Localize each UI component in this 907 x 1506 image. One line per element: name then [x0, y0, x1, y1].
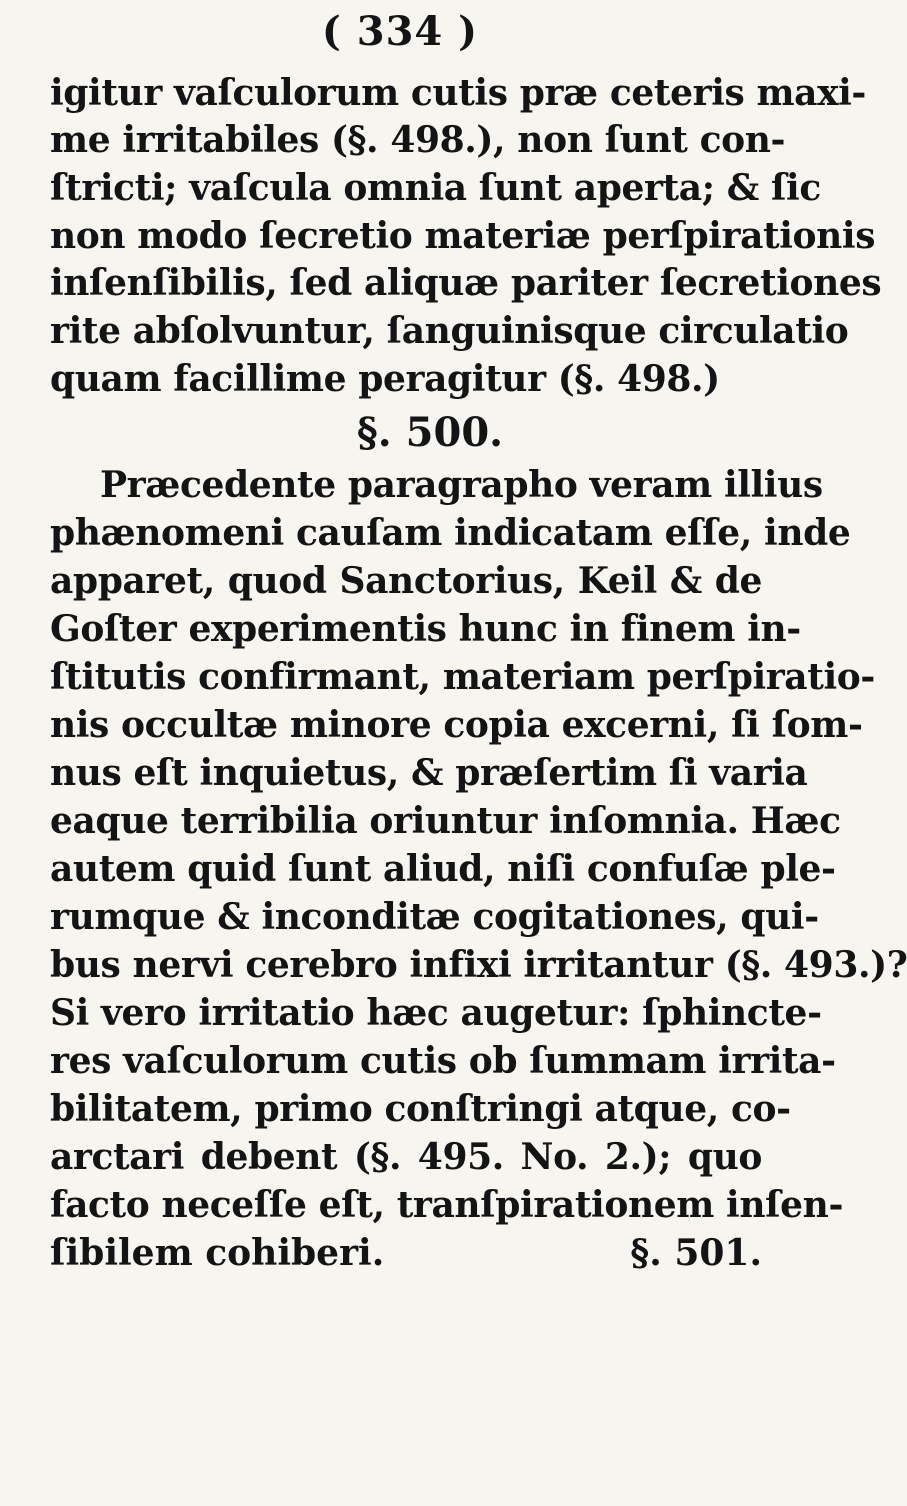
text-line: non modo ſecretio materiæ perſpirationis: [50, 215, 876, 257]
final-line: [50, 1230, 762, 1276]
text-line: Si vero irritatio hæc augetur: ſphincte-: [50, 992, 822, 1034]
text-line: igitur vaſculorum cutis præ ceteris maxi-: [50, 72, 866, 114]
text-line: bus nervi cerebro infixi irritantur (§. 493.)?: [50, 944, 907, 986]
text-line: eaque terribilia oriuntur inſomnia. Hæc: [50, 800, 841, 842]
text-line: autem quid ſunt aliud, niſi confuſæ ple-: [50, 848, 836, 890]
text-line: nis occultæ minore copia excerni, ſi ſom-: [50, 704, 863, 746]
text-line: rite abſolvuntur, ſanguinisque circulatio: [50, 310, 849, 352]
text-line: res vaſculorum cutis ob ſummam irrita-: [50, 1040, 836, 1082]
catchword: §. 501.: [630, 1232, 762, 1274]
text-line: ſtricti; vaſcula omnia ſunt aperta; & ſic: [50, 167, 821, 209]
text-line: apparet, quod Sanctorius, Keil & de: [50, 560, 762, 602]
text-line: facto neceſſe eſt, tranſpirationem inſen-: [50, 1184, 844, 1226]
text-line: bilitatem, primo conſtringi atque, co-: [50, 1088, 791, 1130]
text-line: phænomeni cauſam indicatam eſſe, inde: [50, 512, 851, 554]
page-number: ( 334 ): [321, 8, 479, 55]
text-line: inſenſibilis, ſed aliquæ pariter ſecretiones: [50, 262, 882, 304]
text-line: ſtitutis confirmant, materiam perſpiratio-: [50, 656, 875, 698]
text-line: nus eſt inquietus, & præſertim ſi varia: [50, 752, 808, 794]
text-line: Præcedente paragrapho veram illius: [100, 464, 823, 506]
text-line: Goſter experimentis hunc in finem in-: [50, 608, 801, 650]
text-line: arctari debent (§. 495. No. 2.); quo: [50, 1136, 762, 1178]
text-line: rumque & inconditæ cogitationes, qui-: [50, 896, 819, 938]
text-line: quam facillime peragitur (§. 498.): [50, 358, 720, 400]
section-heading: §. 500.: [356, 409, 504, 456]
text-line: ſibilem cohiberi.: [50, 1232, 385, 1274]
text-line: me irritabiles (§. 498.), non ſunt con-: [50, 119, 786, 161]
